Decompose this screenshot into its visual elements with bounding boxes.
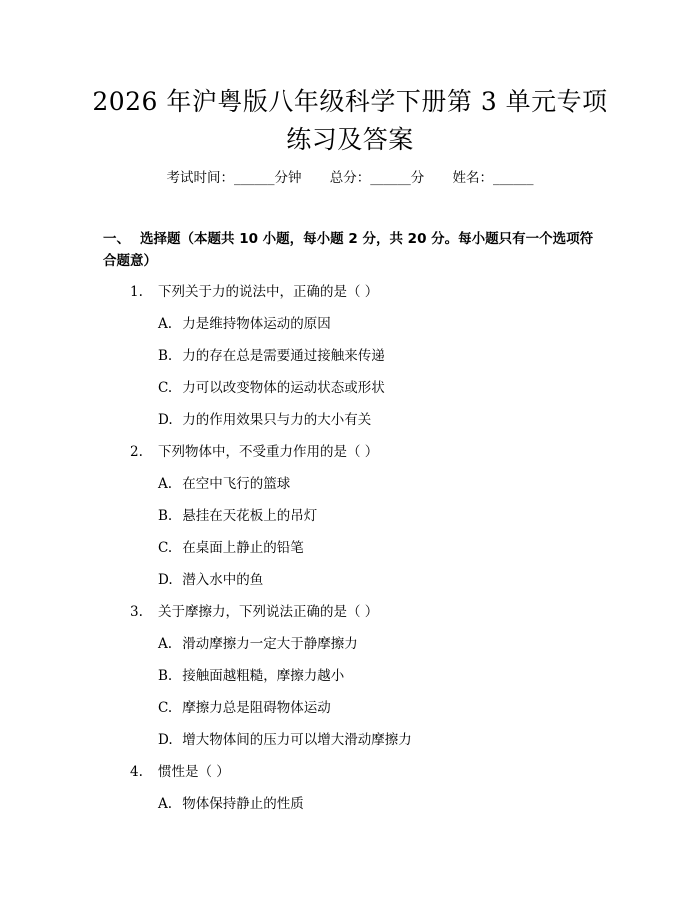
option-label: A. [158, 796, 173, 812]
option-label: C. [158, 700, 173, 716]
option-text: 力的作用效果只与力的大小有关 [182, 412, 372, 428]
option-text: 物体保持静止的性质 [182, 796, 304, 812]
option-1d [158, 410, 371, 430]
question-1 [130, 282, 378, 302]
option-label: B. [158, 668, 173, 684]
option-1a [158, 314, 331, 334]
option-label: D. [158, 732, 173, 748]
option-3d [158, 730, 412, 750]
option-text: 力是维持物体运动的原因 [182, 316, 331, 332]
option-text: 接触面越粗糙，摩擦力越小 [182, 668, 345, 684]
option-1b [158, 346, 385, 366]
option-2d [158, 570, 263, 590]
title-line-1: 2026 年沪粤版八年级科学下册第 3 单元专项 [92, 87, 608, 116]
option-2b [158, 506, 317, 526]
question-number: 1. [130, 284, 143, 300]
option-2c [158, 538, 304, 558]
option-3a [158, 634, 358, 654]
option-text: 在桌面上静止的铅笔 [182, 540, 304, 556]
question-number: 2. [130, 444, 143, 460]
section-heading [103, 228, 603, 272]
question-2 [130, 442, 378, 462]
option-label: D. [158, 572, 173, 588]
option-text: 悬挂在天花板上的吊灯 [182, 508, 318, 524]
option-label: C. [158, 540, 173, 556]
exam-score: 总分：______分 [329, 170, 425, 186]
question-text: 惯性是（ ） [158, 764, 230, 780]
option-label: D. [158, 412, 173, 428]
question-text: 下列物体中，不受重力作用的是（ ） [158, 444, 379, 460]
option-text: 滑动摩擦力一定大于静摩擦力 [182, 636, 358, 652]
option-3b [158, 666, 344, 686]
option-1c [158, 378, 385, 398]
option-label: A. [158, 316, 173, 332]
exam-name: 姓名：______ [452, 170, 534, 186]
option-text: 在空中飞行的篮球 [182, 476, 291, 492]
option-label: C. [158, 380, 173, 396]
option-label: A. [158, 636, 173, 652]
question-number: 4. [130, 764, 143, 780]
option-label: B. [158, 348, 173, 364]
section-number: 一、 [103, 231, 130, 247]
question-4 [130, 762, 230, 782]
option-text: 潜入水中的鱼 [182, 572, 264, 588]
option-label: A. [158, 476, 173, 492]
option-4a [158, 794, 304, 814]
option-label: B. [158, 508, 173, 524]
exam-time: 考试时间：______分钟 [166, 170, 302, 186]
option-3c [158, 698, 331, 718]
document-title [60, 83, 640, 159]
option-text: 力可以改变物体的运动状态或形状 [182, 380, 385, 396]
question-text: 关于摩擦力，下列说法正确的是（ ） [158, 604, 379, 620]
title-line-2: 练习及答案 [286, 125, 414, 154]
exam-meta [0, 168, 700, 188]
section-text: 选择题（本题共 10 小题，每小题 2 分，共 20 分。每小题只有一个选项符合题意） [103, 231, 594, 269]
question-text: 下列关于力的说法中，正确的是（ ） [158, 284, 379, 300]
option-2a [158, 474, 290, 494]
option-text: 摩擦力总是阻碍物体运动 [182, 700, 331, 716]
question-number: 3. [130, 604, 143, 620]
option-text: 增大物体间的压力可以增大滑动摩擦力 [182, 732, 412, 748]
question-3 [130, 602, 378, 622]
option-text: 力的存在总是需要通过接触来传递 [182, 348, 385, 364]
